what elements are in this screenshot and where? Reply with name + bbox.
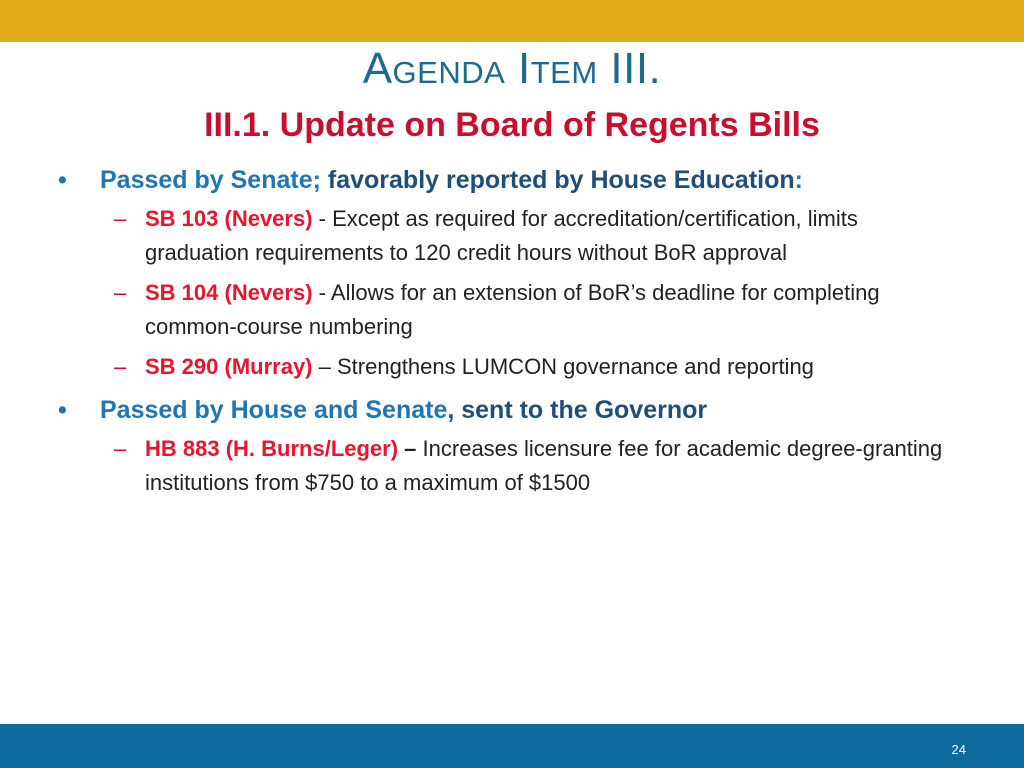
list-item-sb290	[58, 350, 958, 384]
slide-title: Agenda Item III.	[362, 44, 662, 93]
separator: -	[312, 206, 333, 231]
bill-description: Strengthens LUMCON governance and reporting	[336, 354, 814, 379]
bullet-dot: •	[58, 166, 67, 194]
bullet-dot: •	[58, 396, 67, 424]
bullet-heading-part3: :	[794, 166, 803, 194]
bottom-accent-bar	[0, 724, 1024, 768]
bullet-heading-part2: , sent to the Governor	[447, 396, 708, 424]
bill-label: SB 290 (Murray)	[145, 354, 313, 379]
separator: –	[312, 354, 337, 379]
dash-marker: –	[114, 354, 127, 379]
bill-description: Allows for an extension of BoR’s deadline for completing common-course numbering	[145, 280, 880, 339]
bullet-heading-part1: Passed by Senate;	[100, 166, 321, 194]
bullet-heading-part2: favorably reported by House Education	[320, 166, 795, 194]
separator: -	[312, 280, 331, 305]
top-accent-bar	[0, 0, 1024, 42]
slide-subtitle: III.1. Update on Board of Regents Bills	[204, 106, 820, 144]
bullet-heading-part1: Passed by House and Senate	[100, 396, 448, 424]
bullet-passed-by-house-and-senate	[58, 390, 958, 430]
bill-label: HB 883 (H. Burns/Leger)	[145, 436, 399, 461]
list-item-sb104	[58, 276, 958, 344]
bullet-passed-by-senate	[58, 160, 958, 200]
bill-label: SB 103 (Nevers)	[145, 206, 313, 231]
list-item-sb103	[58, 202, 958, 270]
bill-description: Increases licensure fee for academic degree-granting institutions from $750 to a maximum of $1500	[145, 436, 943, 495]
dash-marker: –	[114, 206, 127, 231]
slide-content	[58, 160, 958, 506]
slide-number: 24	[951, 742, 966, 757]
bill-label: SB 104 (Nevers)	[145, 280, 313, 305]
separator: –	[398, 436, 423, 461]
dash-marker: –	[114, 436, 127, 461]
list-item-hb883	[58, 432, 958, 500]
dash-marker: –	[114, 280, 127, 305]
bill-description: Except as required for accreditation/certification, limits graduation requirements to 120 credit hours without BoR approval	[145, 206, 858, 265]
